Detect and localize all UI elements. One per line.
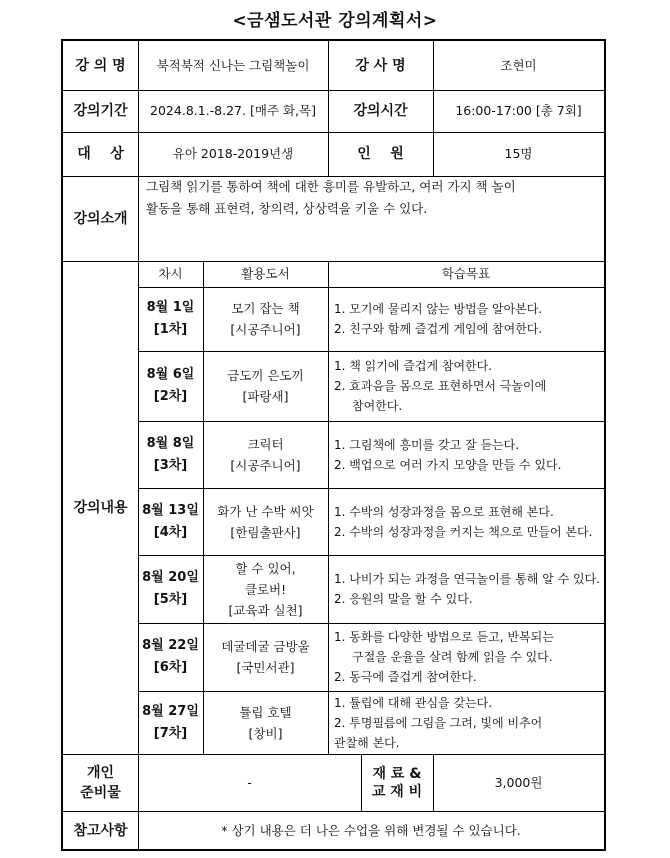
goal-line: 2. 친구와 함께 즐겁게 게임에 참여한다.: [334, 322, 543, 336]
time-label: 강의시간: [353, 103, 408, 119]
book-line: 클로버!: [244, 581, 287, 597]
session-number: [1차]: [153, 322, 188, 337]
goal-cell: [328, 691, 604, 754]
goal-line: 1. 모기에 물리지 않는 방법을 알아본다.: [334, 302, 543, 316]
session-date: 8월 20일: [142, 570, 199, 585]
prep-value: -: [247, 774, 252, 790]
session-number: [6차]: [153, 660, 188, 675]
book-line: 금도끼 은도끼: [227, 368, 304, 383]
book-cell: [203, 287, 328, 351]
fee-label: [361, 754, 433, 811]
fee-label-line-1: 재 료 &: [372, 765, 422, 782]
book-line: [시공주니어]: [230, 322, 301, 337]
note-value: * 상기 내용은 더 나은 수업을 위해 변경될 수 있습니다.: [221, 823, 521, 838]
goal-line: 1. 수박의 성장과정을 몸으로 표현해 본다.: [334, 504, 554, 519]
goal-line: 2. 동극에 즐겁게 참여한다.: [334, 670, 477, 684]
book-line: [창비]: [248, 725, 283, 741]
session-date: 8월 8일: [146, 435, 195, 451]
goal-cell: [328, 351, 604, 421]
book-line: [국민서관]: [236, 660, 295, 675]
fee-value: 3,000원: [494, 774, 543, 790]
prep-label-line-2: 준비물: [80, 784, 121, 801]
goal-line: 1. 책 읽기에 즐겁게 참여한다.: [334, 359, 493, 373]
book-cell: [203, 488, 328, 555]
session-cell: [138, 691, 203, 754]
goal-line: 관찰해 본다.: [334, 735, 400, 750]
session-number: [4차]: [153, 524, 188, 540]
goal-line: 구절을 운율을 살려 함께 읽을 수 있다.: [352, 650, 553, 664]
col-goal-header: 학습목표: [441, 266, 491, 281]
book-cell: [203, 555, 328, 623]
goal-line: 1. 나비가 되는 과정을 연극놀이를 통해 알 수 있다.: [334, 572, 601, 586]
lecture-name-value: 북적북적 신나는 그림책놀이: [156, 57, 310, 73]
session-date: 8월 13일: [142, 502, 199, 518]
intro-line-1: 그림책 읽기를 통하여 책에 대한 흥미를 유발하고, 여러 가지 책 놀이: [146, 179, 516, 194]
note-label: 참고사항: [73, 823, 128, 839]
goal-cell: [328, 421, 604, 488]
lecture-plan-table: [61, 39, 606, 851]
col-session-header: 차시: [158, 266, 183, 281]
book-line: 데굴데굴 금방울: [221, 639, 310, 654]
book-line: [파랑새]: [242, 389, 289, 404]
page-title: <금샘도서관 강의계획서>: [232, 11, 438, 31]
goal-cell: [328, 488, 604, 555]
goal-cell: [328, 623, 604, 691]
book-line: 화가 난 수박 씨앗: [217, 503, 314, 519]
book-line: 튤립 호텔: [239, 704, 292, 720]
session-number: [3차]: [153, 457, 188, 473]
book-line: 모기 잡는 책: [231, 301, 300, 316]
session-number: [2차]: [153, 389, 188, 404]
session-cell: [138, 421, 203, 488]
period-label: 강의기간: [73, 103, 128, 119]
session-cell: [138, 287, 203, 351]
goal-cell: [328, 287, 604, 351]
session-date: 8월 1일: [146, 300, 195, 315]
book-line: 크릭터: [247, 436, 284, 452]
book-cell: [203, 421, 328, 488]
session-cell: [138, 488, 203, 555]
capacity-value: 15명: [504, 146, 533, 161]
book-line: [한림출판사]: [230, 524, 301, 540]
goal-cell: [328, 555, 604, 623]
instructor-label: 강 사 명: [355, 57, 406, 74]
intro-text: [138, 176, 604, 261]
prep-label-line-1: 개인: [86, 764, 115, 781]
goal-line: 1. 동화를 다양한 방법으로 듣고, 반복되는: [334, 630, 554, 644]
col-book-header: 활용도서: [241, 266, 290, 281]
goal-line: 1. 튤립에 대해 관심을 갖는다.: [334, 695, 493, 710]
book-cell: [203, 623, 328, 691]
book-cell: [203, 691, 328, 754]
goal-line: 2. 수박의 성장과정을 커지는 책으로 만들어 본다.: [334, 524, 593, 539]
prep-label: [63, 754, 138, 811]
intro-label: 강의소개: [73, 210, 128, 227]
intro-line-2: 활동을 통해 표현력, 창의력, 상상력을 키울 수 있다.: [146, 201, 428, 216]
goal-line: 2. 백업으로 여러 가지 모양을 만들 수 있다.: [334, 457, 562, 472]
session-cell: [138, 351, 203, 421]
goal-line: 2. 효과음을 몸으로 표현하면서 극놀이에: [334, 379, 547, 393]
session-number: [5차]: [153, 592, 188, 607]
time-value: 16:00-17:00 [총 7회]: [455, 103, 582, 118]
book-line: [시공주니어]: [230, 457, 301, 473]
session-cell: [138, 555, 203, 623]
book-line: [교육과 실천]: [228, 602, 303, 618]
target-value: 유아 2018-2019년생: [172, 146, 294, 161]
session-date: 8월 22일: [142, 638, 199, 653]
content-label: 강의내용: [73, 499, 128, 516]
period-value: 2024.8.1.-8.27. [매주 화,목]: [150, 103, 316, 118]
session-date: 8월 27일: [142, 703, 199, 719]
capacity-label: 인 원: [357, 146, 404, 162]
session-cell: [138, 623, 203, 691]
fee-label-line-2: 교 재 비: [371, 783, 423, 800]
goal-line: 2. 응원의 말을 할 수 있다.: [334, 592, 473, 606]
book-line: 할 수 있어,: [235, 560, 296, 576]
session-date: 8월 6일: [146, 367, 195, 382]
goal-line: 2. 투명필름에 그림을 그려, 빛에 비추어: [334, 715, 543, 730]
goal-line: 참여한다.: [352, 399, 403, 413]
target-label: 대 상: [77, 146, 124, 162]
goal-line: 1. 그림책에 흥미를 갖고 잘 듣는다.: [334, 437, 520, 452]
session-number: [7차]: [153, 725, 188, 741]
book-cell: [203, 351, 328, 421]
lecture-name-label: 강 의 명: [75, 57, 126, 74]
instructor-value: 조현미: [500, 57, 537, 73]
